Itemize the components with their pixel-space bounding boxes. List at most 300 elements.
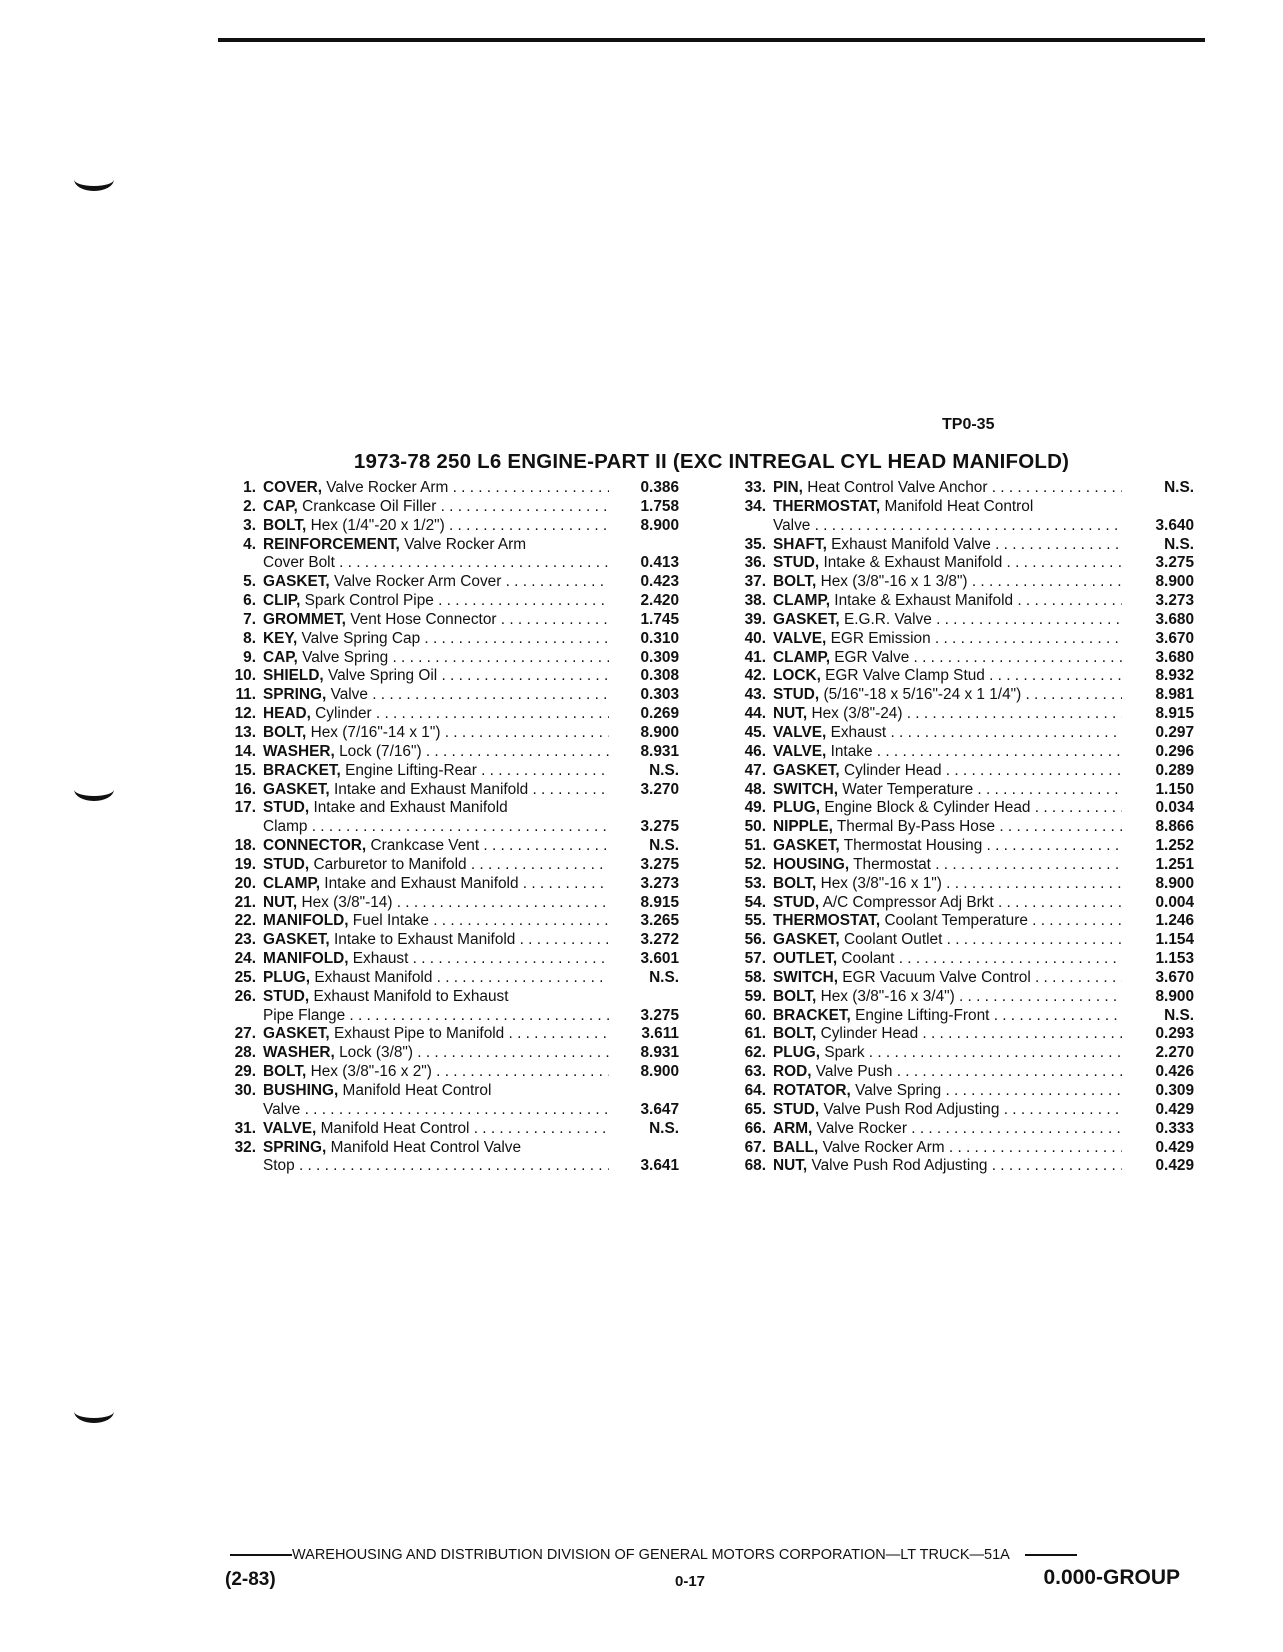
- part-name: STUD,: [773, 893, 820, 911]
- part-name: CAP,: [263, 648, 298, 666]
- part-description: [263, 554, 609, 573]
- part-detail: Lock (7/16"): [339, 742, 422, 760]
- group-code: 8.981: [1155, 686, 1194, 704]
- part-detail: Cylinder: [315, 705, 372, 723]
- part-number: 32.: [234, 1138, 256, 1156]
- group-code: N.S.: [649, 968, 679, 986]
- part-name: VALVE,: [263, 1119, 317, 1137]
- part-description: [263, 1063, 609, 1082]
- part-row: [722, 498, 1207, 517]
- part-name: BOLT,: [773, 573, 817, 591]
- group-code: 1.153: [1155, 950, 1194, 968]
- part-number: 34.: [744, 497, 766, 515]
- part-description: [773, 1044, 1122, 1063]
- part-number: 20.: [234, 874, 256, 892]
- part-detail: Hex (3/8"-16 x 2"): [310, 1063, 432, 1081]
- part-detail: Intake & Exhaust Manifold: [823, 554, 1003, 572]
- part-number: 50.: [744, 818, 766, 836]
- part-description: [263, 479, 609, 498]
- group-code: 3.265: [640, 912, 679, 930]
- part-description: [263, 969, 609, 988]
- part-description: [773, 875, 1122, 894]
- part-number: 6.: [243, 592, 256, 610]
- part-number: 58.: [744, 968, 766, 986]
- part-row: [722, 1082, 1207, 1101]
- part-description: [773, 856, 1122, 875]
- part-name: CLIP,: [263, 592, 301, 610]
- part-detail: Exhaust Manifold to Exhaust: [313, 987, 509, 1005]
- part-description: [773, 592, 1122, 611]
- part-row: [212, 630, 690, 649]
- part-row: [212, 1063, 690, 1082]
- part-row: [722, 1157, 1207, 1176]
- part-row: [722, 762, 1207, 781]
- parts-list-right: [722, 479, 1207, 1176]
- part-name: THERMOSTAT,: [773, 912, 881, 930]
- part-number: [212, 1007, 263, 1026]
- part-name: PLUG,: [773, 1044, 821, 1062]
- part-detail: Manifold Heat Control: [320, 1119, 470, 1137]
- part-row: [722, 611, 1207, 630]
- part-detail: Vent Hose Connector: [350, 610, 497, 628]
- group-code: 3.641: [640, 1157, 679, 1175]
- part-number: 3.: [243, 516, 256, 534]
- part-row: [722, 536, 1207, 555]
- group-code: 8.900: [1155, 874, 1194, 892]
- part-name: CLAMP,: [263, 874, 321, 892]
- part-detail: (5/16"-18 x 5/16"-24 x 1 1/4"): [823, 686, 1022, 704]
- part-detail: Coolant Outlet: [843, 931, 943, 949]
- part-number: 12.: [234, 705, 256, 723]
- part-description: [263, 799, 609, 818]
- part-name: SHIELD,: [263, 667, 324, 685]
- part-row: [722, 799, 1207, 818]
- part-number: 21.: [234, 893, 256, 911]
- part-name: BOLT,: [263, 516, 307, 534]
- part-number: 26.: [234, 987, 256, 1005]
- part-number: 17.: [234, 799, 256, 817]
- part-description: [773, 743, 1122, 762]
- part-number: 11.: [235, 686, 256, 704]
- part-row: [722, 479, 1207, 498]
- part-detail: Valve Rocker: [816, 1119, 907, 1137]
- group-code: 0.269: [640, 705, 679, 723]
- part-number: 48.: [744, 780, 766, 798]
- part-detail: Hex (3/8"-24): [811, 705, 903, 723]
- group-code: 8.900: [1155, 987, 1194, 1005]
- part-number: 9.: [243, 648, 256, 666]
- part-description: [773, 1120, 1122, 1139]
- part-detail: Intake & Exhaust Manifold: [834, 592, 1014, 610]
- part-detail: Water Temperature: [842, 780, 974, 798]
- part-row: [722, 686, 1207, 705]
- part-name: VALVE,: [773, 742, 827, 760]
- part-number: 40.: [744, 629, 766, 647]
- part-name: THERMOSTAT,: [773, 497, 881, 515]
- group-code: 0.423: [640, 573, 679, 591]
- part-number: [212, 554, 263, 573]
- group-code: 0.293: [1155, 1025, 1194, 1043]
- part-row: [212, 894, 690, 913]
- part-name: PIN,: [773, 479, 803, 496]
- part-name: GASKET,: [773, 761, 840, 779]
- part-number: 64.: [744, 1082, 766, 1099]
- part-row: [722, 1007, 1207, 1026]
- part-detail: Cover Bolt: [263, 554, 335, 572]
- group-code: 0.413: [640, 554, 679, 572]
- group-code: 8.931: [640, 742, 679, 760]
- part-description: [263, 667, 609, 686]
- part-name: BRACKET,: [773, 1006, 851, 1024]
- part-description: [263, 517, 609, 536]
- part-name: ARM,: [773, 1119, 813, 1137]
- part-row: [212, 573, 690, 592]
- part-row: [212, 1157, 690, 1176]
- part-number: 42.: [744, 667, 766, 685]
- part-number: 10.: [234, 667, 256, 685]
- part-row: [722, 988, 1207, 1007]
- part-description: [263, 630, 609, 649]
- group-code: [609, 1082, 679, 1101]
- part-number: 28.: [234, 1044, 256, 1062]
- part-row: [212, 592, 690, 611]
- part-name: BUSHING,: [263, 1082, 339, 1099]
- part-name: SWITCH,: [773, 968, 838, 986]
- group-code: 3.270: [640, 780, 679, 798]
- group-code: 3.275: [1155, 554, 1194, 572]
- part-detail: Spark: [824, 1044, 865, 1062]
- part-description: [263, 931, 609, 950]
- part-description: [263, 1007, 609, 1026]
- group-code: 0.297: [1155, 723, 1194, 741]
- part-description: [773, 517, 1122, 536]
- part-name: SPRING,: [263, 686, 327, 704]
- part-detail: Valve Push: [815, 1063, 893, 1081]
- group-code: 8.900: [1155, 573, 1194, 591]
- group-code: 1.758: [640, 497, 679, 515]
- part-detail: EGR Valve Clamp Stud: [825, 667, 985, 685]
- part-detail: Exhaust Manifold Valve: [831, 535, 991, 553]
- part-description: [263, 1025, 609, 1044]
- part-number: 46.: [744, 742, 766, 760]
- part-description: [263, 875, 609, 894]
- part-name: LOCK,: [773, 667, 821, 685]
- part-row: [212, 1025, 690, 1044]
- group-code: N.S.: [649, 1119, 679, 1137]
- part-number: 35.: [744, 535, 766, 553]
- part-detail: Valve: [773, 516, 811, 534]
- group-code: N.S.: [1164, 1006, 1194, 1024]
- part-detail: Valve Spring Cap: [301, 629, 421, 647]
- part-name: SWITCH,: [773, 780, 838, 798]
- page-title: 1973-78 250 L6 ENGINE-PART II (EXC INTREGAL CYL HEAD MANIFOLD): [353, 450, 1070, 473]
- part-row: [722, 1063, 1207, 1082]
- part-name: SHAFT,: [773, 535, 827, 553]
- part-number: 4.: [243, 535, 256, 553]
- part-detail: Valve: [263, 1100, 301, 1118]
- part-number: 68.: [744, 1157, 766, 1175]
- group-code: 0.309: [1155, 1082, 1194, 1099]
- part-number: 51.: [744, 837, 766, 855]
- part-name: WASHER,: [263, 742, 335, 760]
- part-detail: Engine Lifting-Rear: [345, 761, 477, 779]
- part-row: [722, 743, 1207, 762]
- part-description: [773, 781, 1122, 800]
- group-code: N.S.: [649, 837, 679, 855]
- part-detail: Cylinder Head: [843, 761, 942, 779]
- part-detail: Crankcase Oil Filler: [302, 497, 437, 515]
- part-description: [263, 743, 609, 762]
- part-description: [773, 705, 1122, 724]
- part-name: ROTATOR,: [773, 1082, 851, 1099]
- footer-page-number: 0-17: [674, 1573, 706, 1590]
- part-description: [773, 1082, 1122, 1101]
- part-detail: Hex (3/8"-16 x 1 3/8"): [820, 573, 968, 591]
- binder-hole-mark: [74, 778, 114, 801]
- part-description: [773, 630, 1122, 649]
- part-detail: Exhaust: [352, 950, 409, 968]
- part-description: [263, 724, 609, 743]
- part-description: [773, 969, 1122, 988]
- part-number: 22.: [234, 912, 256, 930]
- part-number: 2.: [243, 497, 256, 515]
- part-description: [263, 894, 609, 913]
- part-row: [722, 705, 1207, 724]
- part-row: [722, 781, 1207, 800]
- group-code: 0.429: [1155, 1100, 1194, 1118]
- part-description: [263, 912, 609, 931]
- part-description: [773, 762, 1122, 781]
- part-description: [773, 573, 1122, 592]
- part-name: BRACKET,: [263, 761, 341, 779]
- part-detail: Intake: [830, 742, 873, 760]
- group-code: 1.246: [1155, 912, 1194, 930]
- group-code: 8.932: [1155, 667, 1194, 685]
- part-row: [212, 1139, 690, 1158]
- part-row: [212, 912, 690, 931]
- part-row: [722, 554, 1207, 573]
- part-row: [722, 630, 1207, 649]
- part-name: CONNECTOR,: [263, 837, 367, 855]
- part-description: [773, 988, 1122, 1007]
- part-row: [212, 1120, 690, 1139]
- part-detail: Cylinder Head: [820, 1025, 919, 1043]
- part-name: GASKET,: [263, 573, 330, 591]
- part-number: 62.: [744, 1044, 766, 1062]
- part-detail: Valve Push Rod Adjusting: [823, 1100, 1000, 1118]
- part-name: CAP,: [263, 497, 298, 515]
- group-code: 3.647: [640, 1100, 679, 1118]
- part-row: [212, 554, 690, 573]
- group-code: 3.670: [1155, 629, 1194, 647]
- part-row: [212, 988, 690, 1007]
- part-row: [212, 649, 690, 668]
- part-description: [773, 950, 1122, 969]
- part-description: [263, 1120, 609, 1139]
- part-description: [773, 894, 1122, 913]
- part-name: BOLT,: [773, 874, 817, 892]
- part-number: 63.: [744, 1063, 766, 1081]
- part-description: [263, 1082, 609, 1101]
- group-code: 0.386: [640, 479, 679, 496]
- part-number: 5.: [243, 573, 256, 591]
- part-name: PLUG,: [263, 968, 311, 986]
- part-number: [212, 1157, 263, 1176]
- group-code: 0.004: [1155, 893, 1194, 911]
- part-detail: Thermostat Housing: [843, 837, 983, 855]
- part-number: 56.: [744, 931, 766, 949]
- part-number: 44.: [744, 705, 766, 723]
- part-number: 19.: [234, 855, 256, 873]
- group-code: 0.303: [640, 686, 679, 704]
- group-code: 3.272: [640, 931, 679, 949]
- part-description: [263, 686, 609, 705]
- part-row: [212, 818, 690, 837]
- part-name: STUD,: [263, 987, 310, 1005]
- part-detail: Engine Lifting-Front: [855, 1006, 990, 1024]
- part-detail: Engine Block & Cylinder Head: [824, 799, 1031, 817]
- part-name: HOUSING,: [773, 855, 850, 873]
- group-code: 8.900: [640, 1063, 679, 1081]
- part-number: 65.: [744, 1100, 766, 1118]
- part-detail: Exhaust Manifold: [314, 968, 433, 986]
- part-number: 7.: [243, 610, 256, 628]
- part-name: PLUG,: [773, 799, 821, 817]
- part-row: [212, 667, 690, 686]
- part-detail: Valve Rocker Arm: [404, 535, 527, 553]
- part-number: 57.: [744, 950, 766, 968]
- part-number: 39.: [744, 610, 766, 628]
- part-description: [263, 1101, 609, 1120]
- part-number: 31.: [234, 1119, 256, 1137]
- part-row: [722, 912, 1207, 931]
- part-name: NUT,: [773, 1157, 808, 1175]
- part-detail: Manifold Heat Control: [884, 497, 1034, 515]
- part-detail: Lock (3/8"): [339, 1044, 414, 1062]
- part-number: 45.: [744, 723, 766, 741]
- part-name: STUD,: [263, 799, 310, 817]
- part-description: [773, 1025, 1122, 1044]
- part-number: 16.: [234, 780, 256, 798]
- group-code: 1.252: [1155, 837, 1194, 855]
- part-description: [773, 912, 1122, 931]
- part-detail: EGR Vacuum Valve Control: [842, 968, 1031, 986]
- group-code: 8.931: [640, 1044, 679, 1062]
- part-row: [212, 517, 690, 536]
- group-code: [609, 536, 679, 555]
- part-name: NIPPLE,: [773, 818, 833, 836]
- part-row: [722, 649, 1207, 668]
- group-code: N.S.: [649, 761, 679, 779]
- part-row: [212, 799, 690, 818]
- part-name: OUTLET,: [773, 950, 838, 968]
- part-number: 53.: [744, 874, 766, 892]
- group-code: 0.289: [1155, 761, 1194, 779]
- part-row: [212, 950, 690, 969]
- part-number: [212, 818, 263, 837]
- group-code: 3.670: [1155, 968, 1194, 986]
- part-name: VALVE,: [773, 723, 827, 741]
- part-description: [263, 649, 609, 668]
- part-description: [263, 856, 609, 875]
- group-code: 0.429: [1155, 1138, 1194, 1156]
- group-code: 2.270: [1155, 1044, 1194, 1062]
- part-row: [212, 781, 690, 800]
- part-description: [263, 1157, 609, 1176]
- part-name: GASKET,: [263, 1025, 330, 1043]
- group-code: 1.150: [1155, 780, 1194, 798]
- part-description: [773, 611, 1122, 630]
- footer-publisher: WAREHOUSING AND DISTRIBUTION DIVISION OF GENERAL MOTORS CORPORATION—LT TRUCK—51A: [292, 1547, 1010, 1563]
- group-code: 1.745: [640, 610, 679, 628]
- part-row: [722, 724, 1207, 743]
- part-row: [212, 498, 690, 517]
- part-number: 24.: [234, 950, 256, 968]
- part-description: [773, 554, 1122, 573]
- group-code: 0.310: [640, 629, 679, 647]
- part-description: [773, 1139, 1122, 1158]
- part-name: BOLT,: [263, 723, 307, 741]
- part-name: NUT,: [773, 705, 808, 723]
- part-name: REINFORCEMENT,: [263, 535, 400, 553]
- part-description: [263, 837, 609, 856]
- part-name: GASKET,: [773, 931, 840, 949]
- part-row: [212, 536, 690, 555]
- group-code: 3.680: [1155, 648, 1194, 666]
- part-name: CLAMP,: [773, 648, 831, 666]
- part-description: [773, 931, 1122, 950]
- part-number: 67.: [744, 1138, 766, 1156]
- part-row: [212, 743, 690, 762]
- part-description: [773, 667, 1122, 686]
- group-code: 3.275: [640, 818, 679, 836]
- part-detail: Coolant Temperature: [884, 912, 1028, 930]
- part-description: [263, 1044, 609, 1063]
- part-name: STUD,: [773, 1100, 820, 1118]
- part-row: [212, 705, 690, 724]
- part-detail: Valve Spring: [855, 1082, 942, 1099]
- part-name: NUT,: [263, 893, 298, 911]
- part-detail: Exhaust Pipe to Manifold: [333, 1025, 505, 1043]
- part-number: 14.: [234, 742, 256, 760]
- part-name: STUD,: [773, 554, 820, 572]
- part-number: 33.: [744, 479, 766, 496]
- part-row: [722, 1120, 1207, 1139]
- part-row: [722, 667, 1207, 686]
- part-detail: Manifold Heat Control Valve: [330, 1138, 522, 1156]
- group-code: 0.296: [1155, 742, 1194, 760]
- part-row: [722, 875, 1207, 894]
- part-detail: Manifold Heat Control: [342, 1082, 492, 1099]
- parts-list-left: [212, 479, 690, 1176]
- part-description: [773, 649, 1122, 668]
- part-name: BOLT,: [773, 987, 817, 1005]
- part-description: [773, 818, 1122, 837]
- part-row: [722, 592, 1207, 611]
- part-number: 25.: [234, 968, 256, 986]
- part-detail: Hex (3/8"-16 x 3/4"): [820, 987, 955, 1005]
- part-description: [773, 498, 1122, 517]
- part-detail: Clamp: [263, 818, 308, 836]
- part-number: 60.: [744, 1006, 766, 1024]
- group-code: 0.308: [640, 667, 679, 685]
- part-row: [722, 818, 1207, 837]
- part-name: BOLT,: [773, 1025, 817, 1043]
- part-row: [212, 479, 690, 498]
- part-detail: Hex (3/8"-14): [301, 893, 393, 911]
- group-code: N.S.: [1164, 535, 1194, 553]
- part-row: [212, 931, 690, 950]
